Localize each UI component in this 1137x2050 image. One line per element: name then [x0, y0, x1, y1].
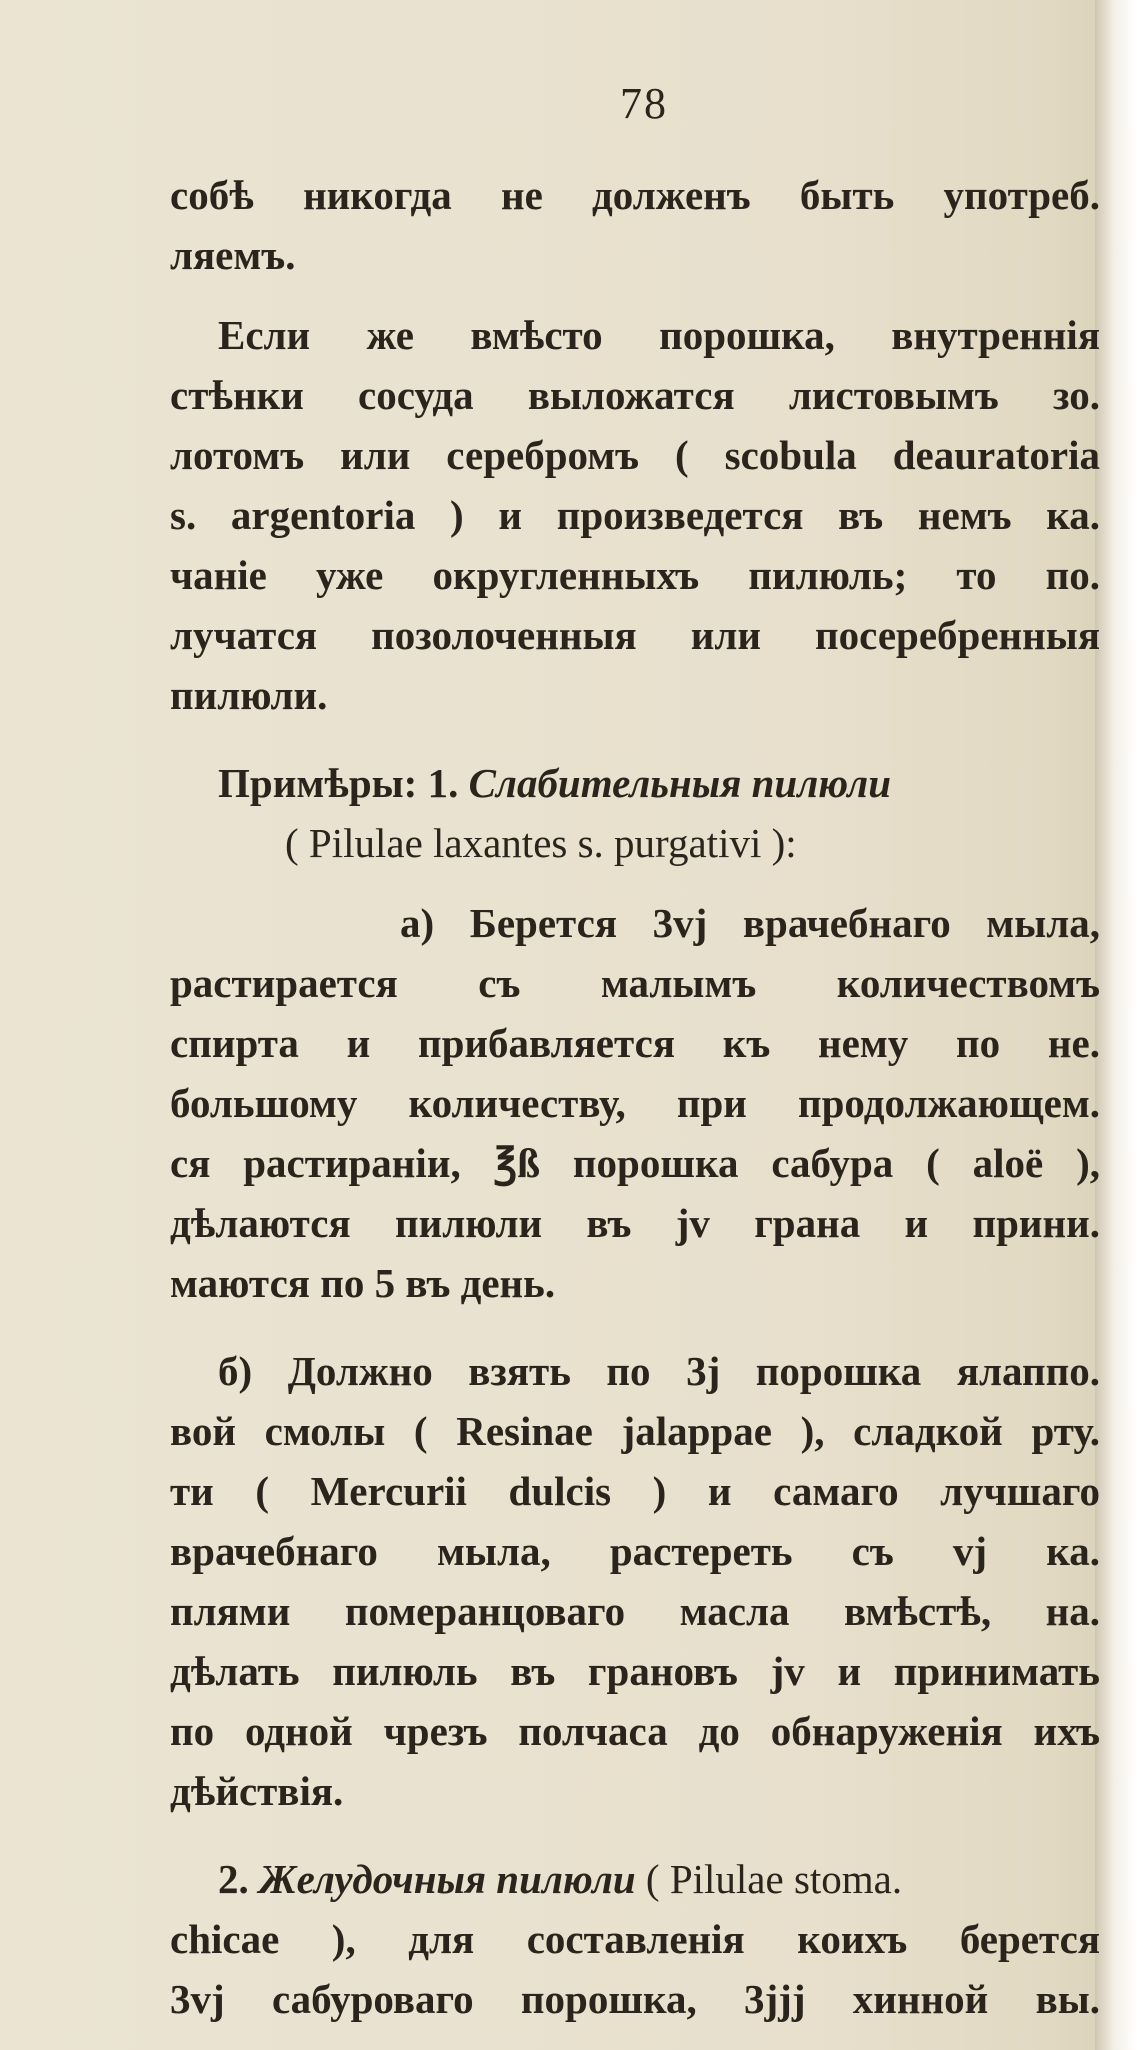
text-line: плями померанцоваго масла вмѣстѣ, на. [170, 1588, 1100, 1634]
text-line [170, 1849, 1100, 1909]
latin-title: ( Pilulae stoma. [645, 1856, 903, 1902]
text-line: ти ( Mercurii dulcis ) и самаго лучшаго [170, 1468, 1100, 1514]
page-text [170, 165, 1100, 2029]
text-line: а) Берется 3vj врачебнаго мыла, [400, 900, 1100, 946]
text-line: s. argentoria ) и произведется въ немъ ка. [170, 492, 1100, 538]
text-line: 3vj сабуроваго порошка, 3jjj хинной вы. [170, 1976, 1100, 2022]
example-number: 2. [218, 1856, 249, 1902]
text-line: стѣнки сосуда выложатся листовымъ зо. [170, 372, 1100, 418]
text-line: ляемъ. [170, 232, 296, 278]
text-line: б) Должно взять по 3j порошка ялаппо. [218, 1348, 1100, 1394]
examples-heading [170, 753, 1100, 813]
text-line: большому количеству, при продолжающем. [170, 1080, 1100, 1126]
text-line: чаніе уже округленныхъ пилюль; то по. [170, 552, 1100, 598]
text-line: растирается съ малымъ количествомъ [170, 960, 1100, 1006]
text-line: лучатся позолоченныя или посеребренныя [170, 612, 1100, 658]
page-edge [1095, 0, 1137, 2050]
section-title-italic: Желудочныя пилюли [259, 1856, 636, 1902]
text-line: спирта и прибавляется къ нему по не. [170, 1020, 1100, 1066]
text-line: врачебнаго мыла, растереть съ vj ка. [170, 1528, 1100, 1574]
latin-title: ( Pilulae laxantes s. purgativi ): [285, 820, 797, 866]
text-line: собѣ никогда не долженъ быть употреб. [170, 172, 1100, 218]
page-number: 78 [620, 79, 668, 128]
text-line: по одной чрезъ полчаса до обнаруженія ихъ [170, 1708, 1100, 1754]
examples-label: Примѣры: 1. [218, 760, 459, 806]
text-line: пилюли. [170, 672, 328, 718]
text-line: ся растираніи, ℥ß порошка сабура ( aloë ), [170, 1140, 1100, 1186]
text-line: дѣйствія. [170, 1768, 344, 1814]
text-line: маются по 5 въ день. [170, 1260, 556, 1306]
section-title-italic: Слабительныя пилюли [468, 760, 892, 806]
text-line: лотомъ или серебромъ ( scobula deauratoria [170, 432, 1100, 478]
text-line: дѣлаются пилюли въ jv грана и прини. [170, 1200, 1100, 1246]
text-line: дѣлать пилюль въ грановъ jv и принимать [170, 1648, 1100, 1694]
text-line: вой смолы ( Resinae jalappae ), сладкой рту. [170, 1408, 1100, 1454]
text-line: Если же вмѣсто порошка, внутреннія [218, 312, 1100, 358]
text-line: chicae ), для составленія коихъ берется [170, 1916, 1100, 1962]
